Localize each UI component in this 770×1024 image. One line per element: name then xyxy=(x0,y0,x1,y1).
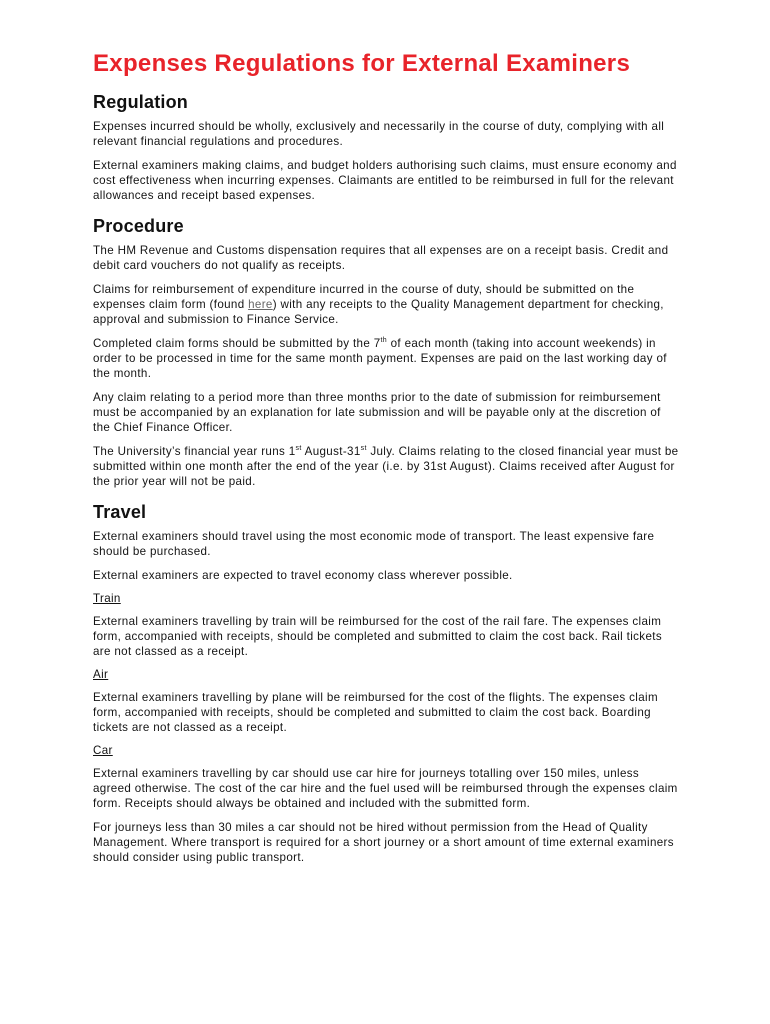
paragraph-text: of each month (taking into account weekends) in order to be processed in time for the same month payment. Expenses are paid on the last working day of the month. xyxy=(93,337,667,380)
air-paragraph: External examiners travelling by plane will be reimbursed for the cost of the flights. The expenses claim form, accompanied with receipts, should be completed and submitted to claim the cost back. Boarding tickets are not classed as a receipt. xyxy=(93,691,658,734)
procedure-paragraph xyxy=(93,282,680,327)
paragraph-text: Claims for reimbursement of expenditure incurred in the course of duty, should be submitted on the expenses claim form (found xyxy=(93,283,635,311)
paragraph-text: July. Claims relating to the closed financial year must be submitted within one month after the end of the year (i.e. by 31st August). Claims received after August for the prior year will not be paid. xyxy=(93,445,679,488)
paragraph-text: August-31 xyxy=(301,445,361,458)
ordinal-suffix: st xyxy=(295,445,302,453)
procedure-paragraph: Any claim relating to a period more than three months prior to the date of submission for reimbursement must be accompanied by an explanation for late submission and will be payable only at the discretion of the Chief Finance Officer. xyxy=(93,391,661,434)
page-title: Expenses Regulations for External Examiners xyxy=(93,50,631,77)
ordinal-suffix: st xyxy=(360,445,367,453)
subheading-air: Air xyxy=(93,668,109,681)
section-heading-regulation: Regulation xyxy=(93,92,188,112)
paragraph-text: ) with any receipts to the Quality Management department for checking, approval and submission to Finance Service. xyxy=(93,298,664,326)
procedure-paragraph: The HM Revenue and Customs dispensation requires that all expenses are on a receipt basis. Credit and debit card vouchers do not qualify as receipts. xyxy=(93,244,669,272)
travel-paragraph: External examiners are expected to travel economy class wherever possible. xyxy=(93,569,513,582)
subheading-train: Train xyxy=(93,592,121,605)
car-paragraph: For journeys less than 30 miles a car should not be hired without permission from the Head of Quality Management. Where transport is required for a short journey or a short amount of time external examiners should consider using public transport. xyxy=(93,821,674,864)
ordinal-suffix: th xyxy=(380,337,388,345)
paragraph-text: Completed claim forms should be submitted by the 7 xyxy=(93,337,381,350)
claim-form-link[interactable]: here xyxy=(248,298,273,311)
procedure-paragraph xyxy=(93,336,680,381)
regulation-paragraph: Expenses incurred should be wholly, exclusively and necessarily in the course of duty, complying with all relevant financial regulations and procedures. xyxy=(93,120,665,148)
regulation-paragraph: External examiners making claims, and budget holders authorising such claims, must ensure economy and cost effectiveness when incurring expenses. Claimants are entitled to be reimbursed in full for the relevant allowances and receipt based expenses. xyxy=(93,159,677,202)
section-heading-travel: Travel xyxy=(93,502,147,522)
paragraph-text: The University’s financial year runs 1 xyxy=(93,445,296,458)
car-paragraph: External examiners travelling by car should use car hire for journeys totalling over 150 miles, unless agreed otherwise. The cost of the car hire and the fuel used will be reimbursed through the expenses claim form. Receipts should always be obtained and included with the submitted form. xyxy=(93,767,678,810)
travel-paragraph: External examiners should travel using the most economic mode of transport. The least expensive fare should be purchased. xyxy=(93,530,655,558)
subheading-car: Car xyxy=(93,744,113,757)
procedure-paragraph xyxy=(93,444,680,489)
train-paragraph: External examiners travelling by train will be reimbursed for the cost of the rail fare. The expenses claim form, accompanied with receipts, should be completed and submitted to claim the cost back. Rail tickets are not classed as a receipt. xyxy=(93,615,662,658)
section-heading-procedure: Procedure xyxy=(93,216,184,236)
